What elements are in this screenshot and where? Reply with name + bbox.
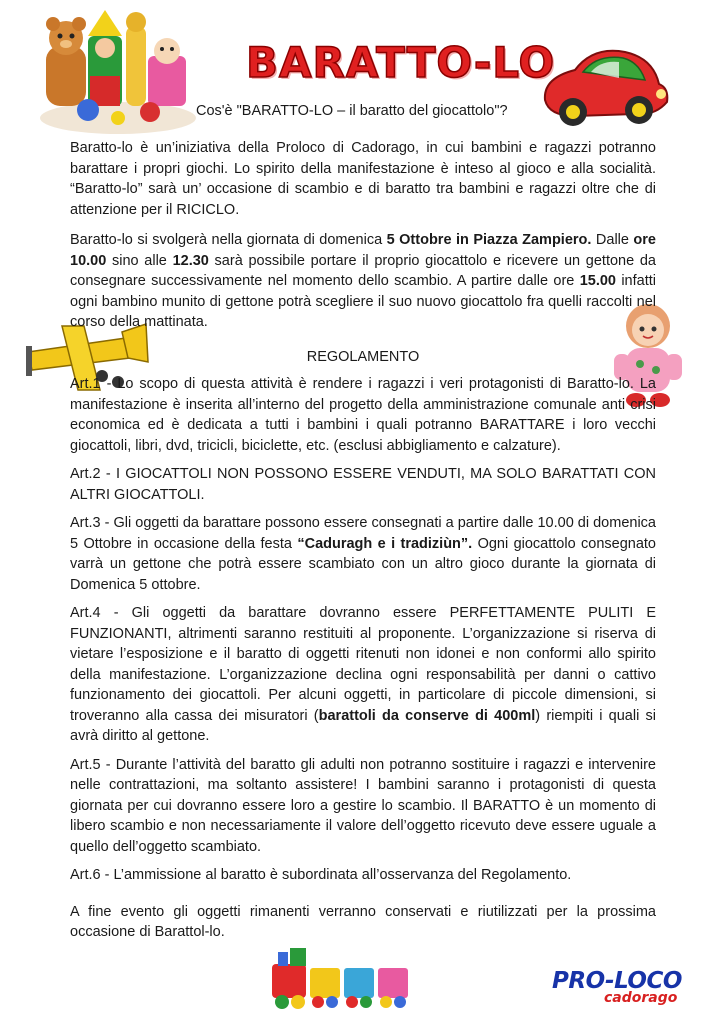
rule-text: Ogni giocattolo consegnato varrà un gettone che potrà essere scambiato con un altro gioco durante la giornata di Domenica 5 ottobre. <box>70 535 656 593</box>
toy-train-illustration <box>268 944 416 1010</box>
intro-text: sarà possibile portare il proprio giocattolo e ricevere un gettone da consegnare successivamente nel momento dello scambio. A partire dalle ore <box>70 252 656 289</box>
document-body <box>70 138 656 953</box>
page-subtitle: Cos'è "BARATTO-LO – il baratto del giocattolo"? <box>196 103 508 119</box>
rules-heading: REGOLAMENTO <box>306 348 420 365</box>
intro-text: Baratto-lo si svolgerà nella giornata di domenica <box>70 232 387 248</box>
festival-name: “Caduragh e i tradiziùn”. <box>297 535 473 552</box>
rule-art-1: Art.1 - Lo scopo di questa attività è rendere i ragazzi i veri protagonisti di Baratto-lo. La manifestazione è inserita all’interno del progetto della amministrazione comunale anti crisi economica ed è dedicata a tutti i bambini i quali potranno BARATTARE i loro vecchi giocattoli, libri, dvd, tricicli, biciclette, etc. (esclusi abbigliamento e calzature). <box>70 376 656 454</box>
rule-art-6: Art.6 - L’ammissione al baratto è subordinata all’osservanza del Regolamento. <box>70 867 572 883</box>
proloco-logo: PRO-LOCO <box>552 968 682 994</box>
intro-paragraph-2 <box>70 230 656 333</box>
rule-text: ) riempiti i quali si avrà diritto al gettone. <box>70 707 656 744</box>
start-time: ore 10.00 <box>70 232 656 269</box>
rule-text: Art.4 - Gli oggetti da barattare dovranno essere PERFETTAMENTE PULITI E FUNZIONANTI, altrimenti saranno restituiti al proponente. L’organizzazione si riserva di vietare l’esposizione e il baratto di oggetti ritenuti non idonei e non conformi allo spirito della manifestazione. L’organizzazione declina ogni responsabilità per danni o cattivo funzionamento dei giocattoli. Per alcuni oggetti, in particolare di piccole dimensioni, si troveranno alla cassa dei misuratori ( <box>70 605 656 724</box>
rule-text: Art.3 - Gli oggetti da barattare possono essere consegnati a partire dalle 10.00 di domenica 5 Ottobre in occasione della festa <box>70 515 656 552</box>
rule-art-5: Art.5 - Durante l’attività del baratto gli adulti non potranno sostituire i ragazzi e intervenire nelle contrattazioni, ma soltanto assistere! I bambini saranno i protagonisti di questa giornata per cui dovranno essere loro a gestire lo scambio. Il BARATTO è un momento di libero scambio e non necessariamente il valore dell’oggetto ricevuto deve essere uguale a quello dell’oggetto scambiato. <box>70 756 656 855</box>
toys-pile-illustration <box>38 6 200 136</box>
measuring-jars: barattoli da conserve di 400ml <box>318 707 536 724</box>
toy-car-illustration <box>535 40 673 132</box>
proloco-logo-subtitle: cadorago <box>604 990 678 1006</box>
rule-art-3 <box>70 513 656 595</box>
intro-text: sino alle <box>106 252 173 269</box>
intro-paragraph-1: Baratto-lo è un’iniziativa della Proloco di Cadorago, in cui bambini e ragazzi potranno barattare i propri giochi. Lo spirito della manifestazione è inteso al gioco e alla socialità. “Baratto-lo” sarà un’ occasione di scambio e di baratto tra bambini e ragazzi oltre che di attenzione per il RICICLO. <box>70 140 656 218</box>
event-date-place: 5 Ottobre in Piazza Zampiero. <box>386 232 592 248</box>
rule-art-2: Art.2 - I GIOCATTOLI NON POSSONO ESSERE VENDUTI, MA SOLO BARATTATI CON ALTRI GIOCATTOLI. <box>70 466 656 503</box>
rule-art-4 <box>70 603 656 747</box>
intro-text: Dalle <box>591 232 634 248</box>
intro-text: infatti ogni bambino munito di gettone potrà scegliere il suo nuovo giocattolo fra quelli raccolti nel corso della mattinata. <box>70 273 656 330</box>
page-title: BARATTO-LO <box>246 38 556 87</box>
end-time: 12.30 <box>172 252 209 269</box>
afternoon-time: 15.00 <box>579 273 616 289</box>
closing-paragraph: A fine evento gli oggetti rimanenti verranno conservati e riutilizzati per la prossima occasione di Barattol-lo. <box>70 903 656 940</box>
